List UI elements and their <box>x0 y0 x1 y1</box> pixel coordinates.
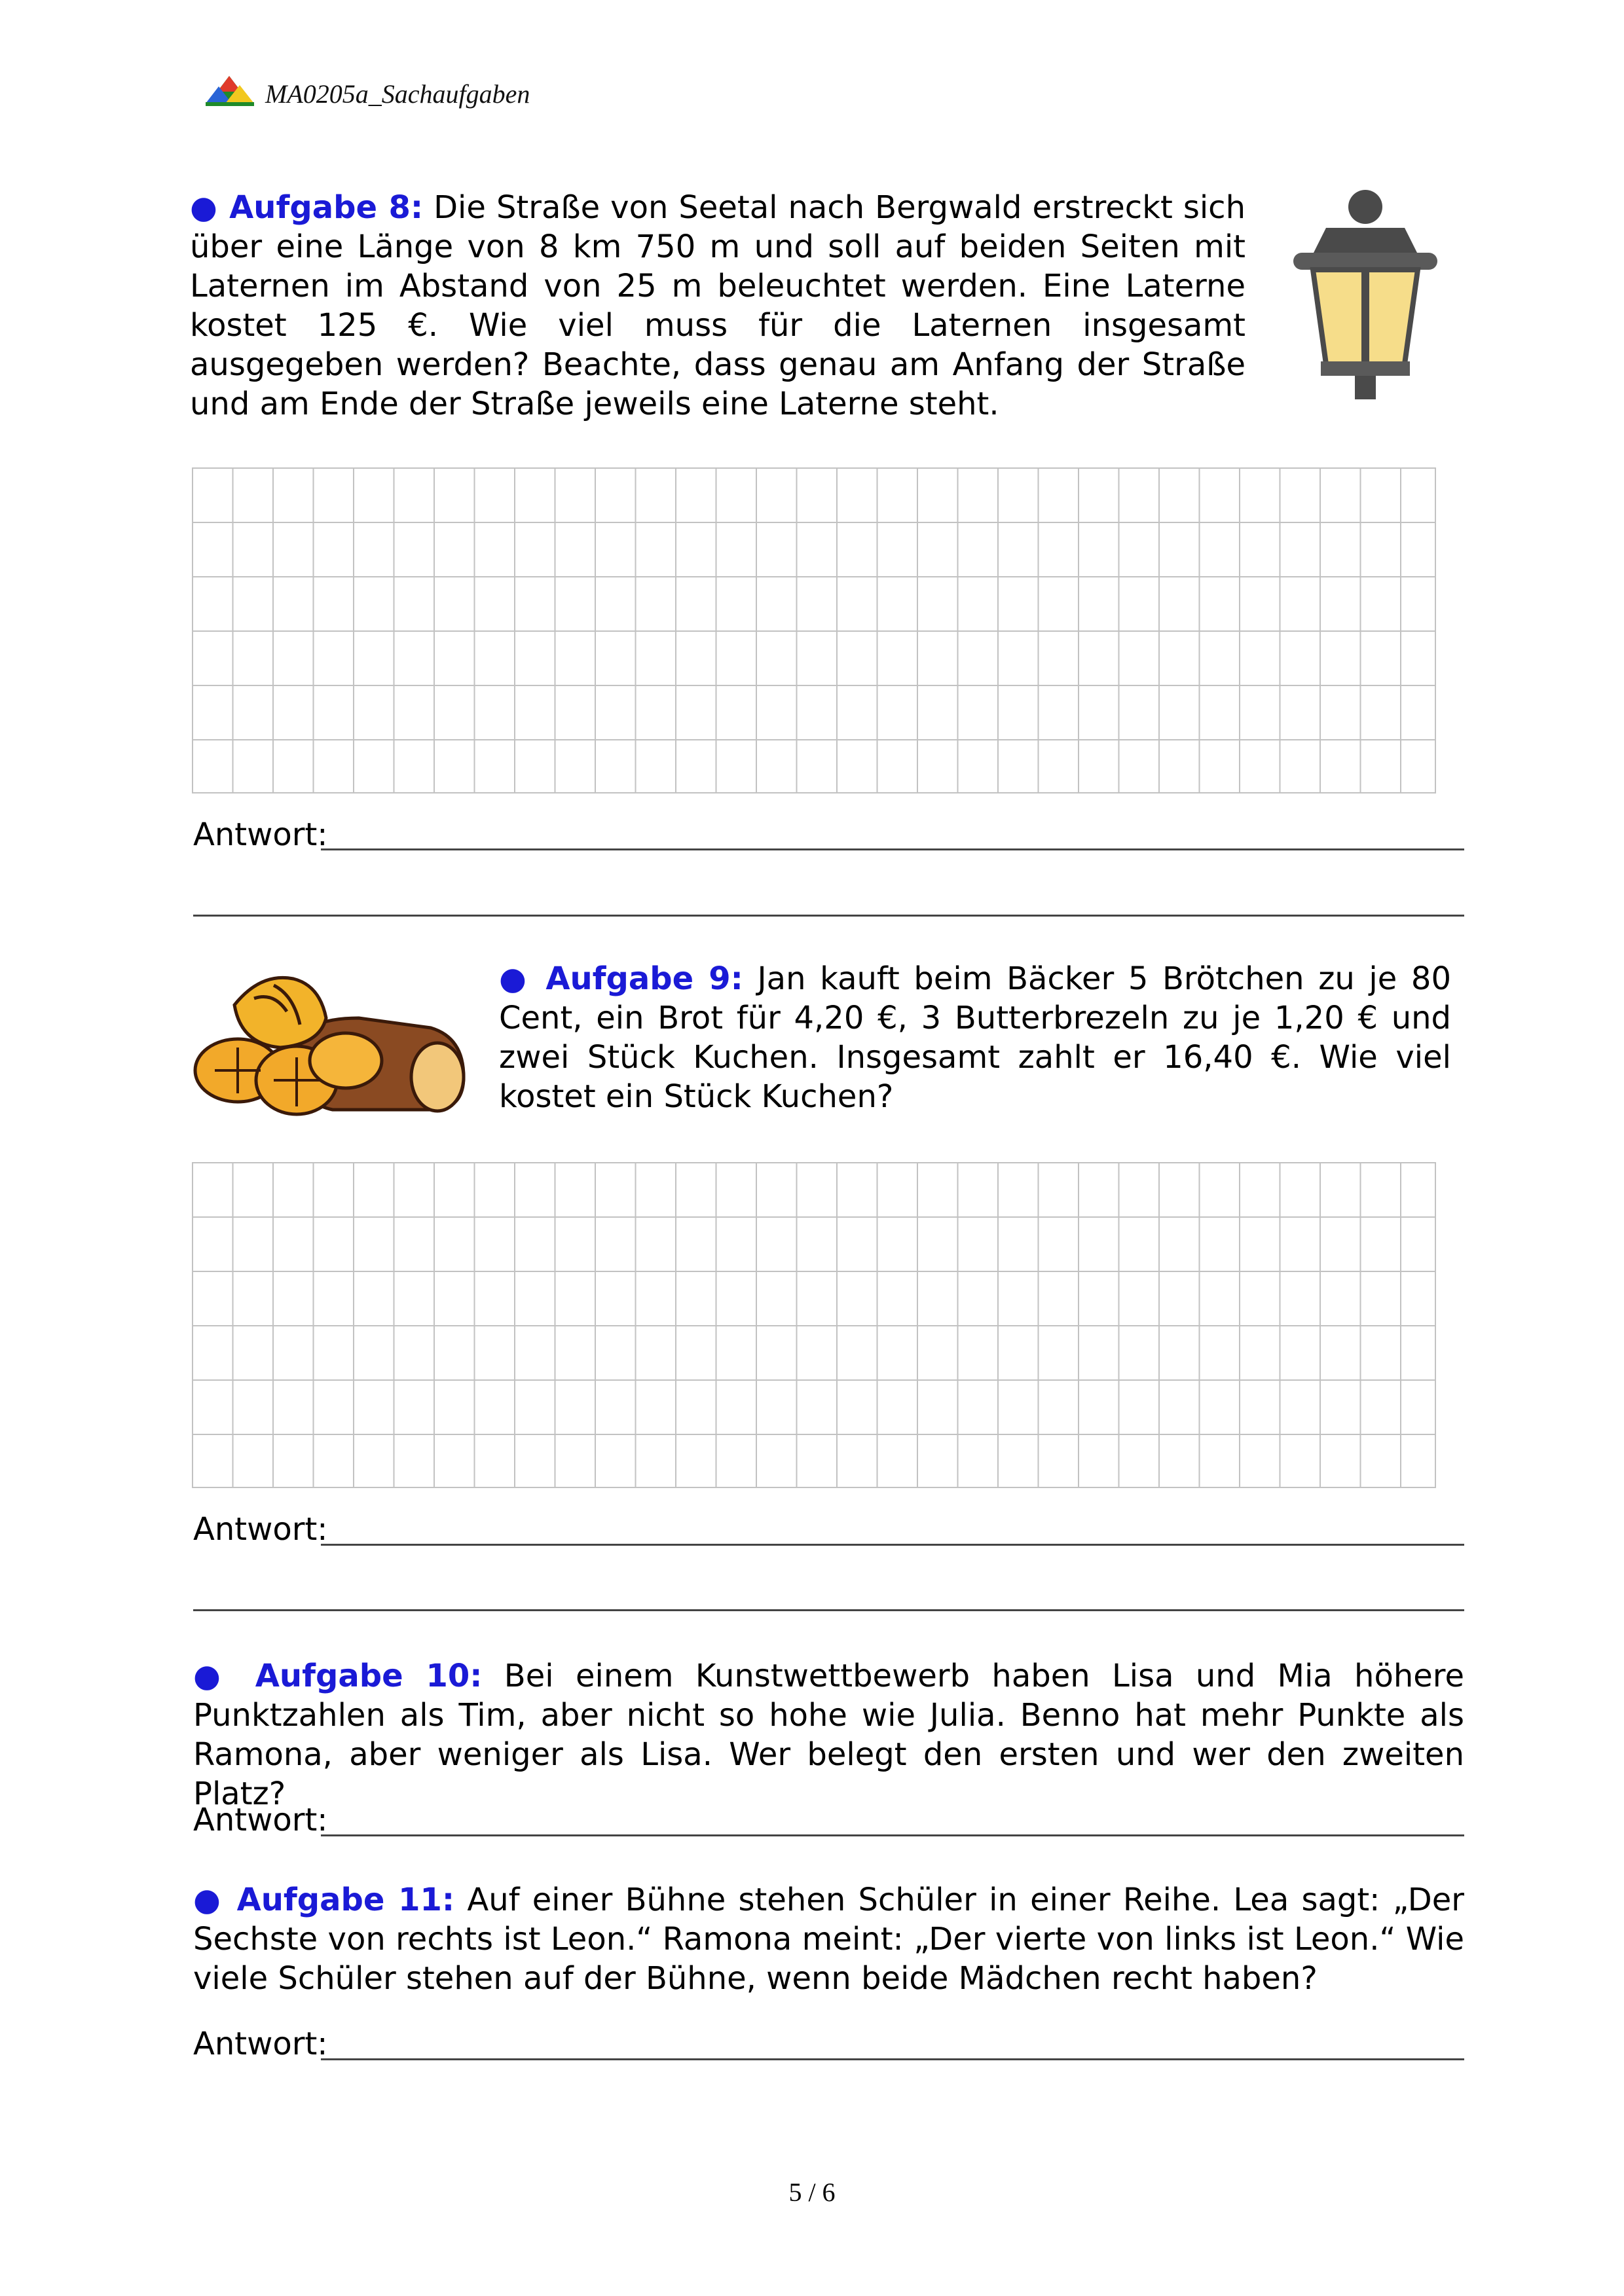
task-11-label: ● Aufgabe 11: <box>193 1882 455 1918</box>
answer-label-9: Antwort: <box>193 1511 328 1548</box>
answer-label-8: Antwort: <box>193 816 328 853</box>
answer-line-8b[interactable] <box>193 915 1464 917</box>
bread-icon <box>189 966 470 1129</box>
calculation-grid-9[interactable] <box>192 1162 1436 1488</box>
task-10 <box>193 1656 1464 1813</box>
task-9-label: ● Aufgabe 9: <box>499 960 743 997</box>
task-10-text: Bei einem Kunstwettbewerb haben Lisa und Mia höhere Punktzahlen als Tim, aber nicht so hohe wie Julia. Benno hat mehr Punkte als Ramona, aber weniger als Lisa. Wer belegt den ersten und wer den zweiten Platz? <box>193 1658 1464 1812</box>
answer-line-11[interactable] <box>321 2058 1464 2060</box>
calculation-grid-8[interactable] <box>192 467 1436 793</box>
document-title: MA0205a_Sachaufgaben <box>265 79 530 109</box>
task-9-text: Jan kauft beim Bäcker 5 Brötchen zu je 80 Cent, ein Brot für 4,20 €, 3 Butterbrezeln zu je 1,20 € und zwei Stück Kuchen. Insgesamt zahlt er 16,40 €. Wie viel kostet ein Stück Kuchen? <box>499 960 1451 1115</box>
task-8-text: Die Straße von Seetal nach Bergwald erstreckt sich über eine Länge von 8 km 750 m und soll auf beiden Seiten mit Laternen im Abstand von 25 m beleuchtet werden. Eine Laterne kostet 125 €. Wie viel muss für die Laternen insgesamt ausgegeben werden? Beachte, dass genau am Anfang der Straße und am Ende der Straße jeweils eine Laterne steht. <box>190 189 1246 422</box>
street-lamp-icon <box>1287 189 1444 411</box>
task-9 <box>499 959 1451 1116</box>
task-8 <box>190 188 1246 424</box>
answer-line-9[interactable] <box>321 1544 1464 1546</box>
answer-label-10: Antwort: <box>193 1802 328 1838</box>
task-8-label: ● Aufgabe 8: <box>190 189 424 226</box>
task-11-text: Auf einer Bühne stehen Schüler in einer Reihe. Lea sagt: „Der Sechste von rechts ist Leon.“ Ramona meint: „Der vierte von links ist Leon.“ Wie viele Schüler stehen auf der Bühne, wenn beide Mädchen recht haben? <box>193 1882 1464 1997</box>
answer-line-8[interactable] <box>321 848 1464 850</box>
task-11 <box>193 1880 1464 1998</box>
page-number: 5 / 6 <box>788 2178 836 2207</box>
mountain-logo-icon <box>203 73 255 110</box>
answer-line-9b[interactable] <box>193 1609 1464 1611</box>
task-10-label: ● Aufgabe 10: <box>193 1658 483 1694</box>
answer-line-10[interactable] <box>321 1834 1464 1836</box>
answer-label-11: Antwort: <box>193 2026 328 2062</box>
